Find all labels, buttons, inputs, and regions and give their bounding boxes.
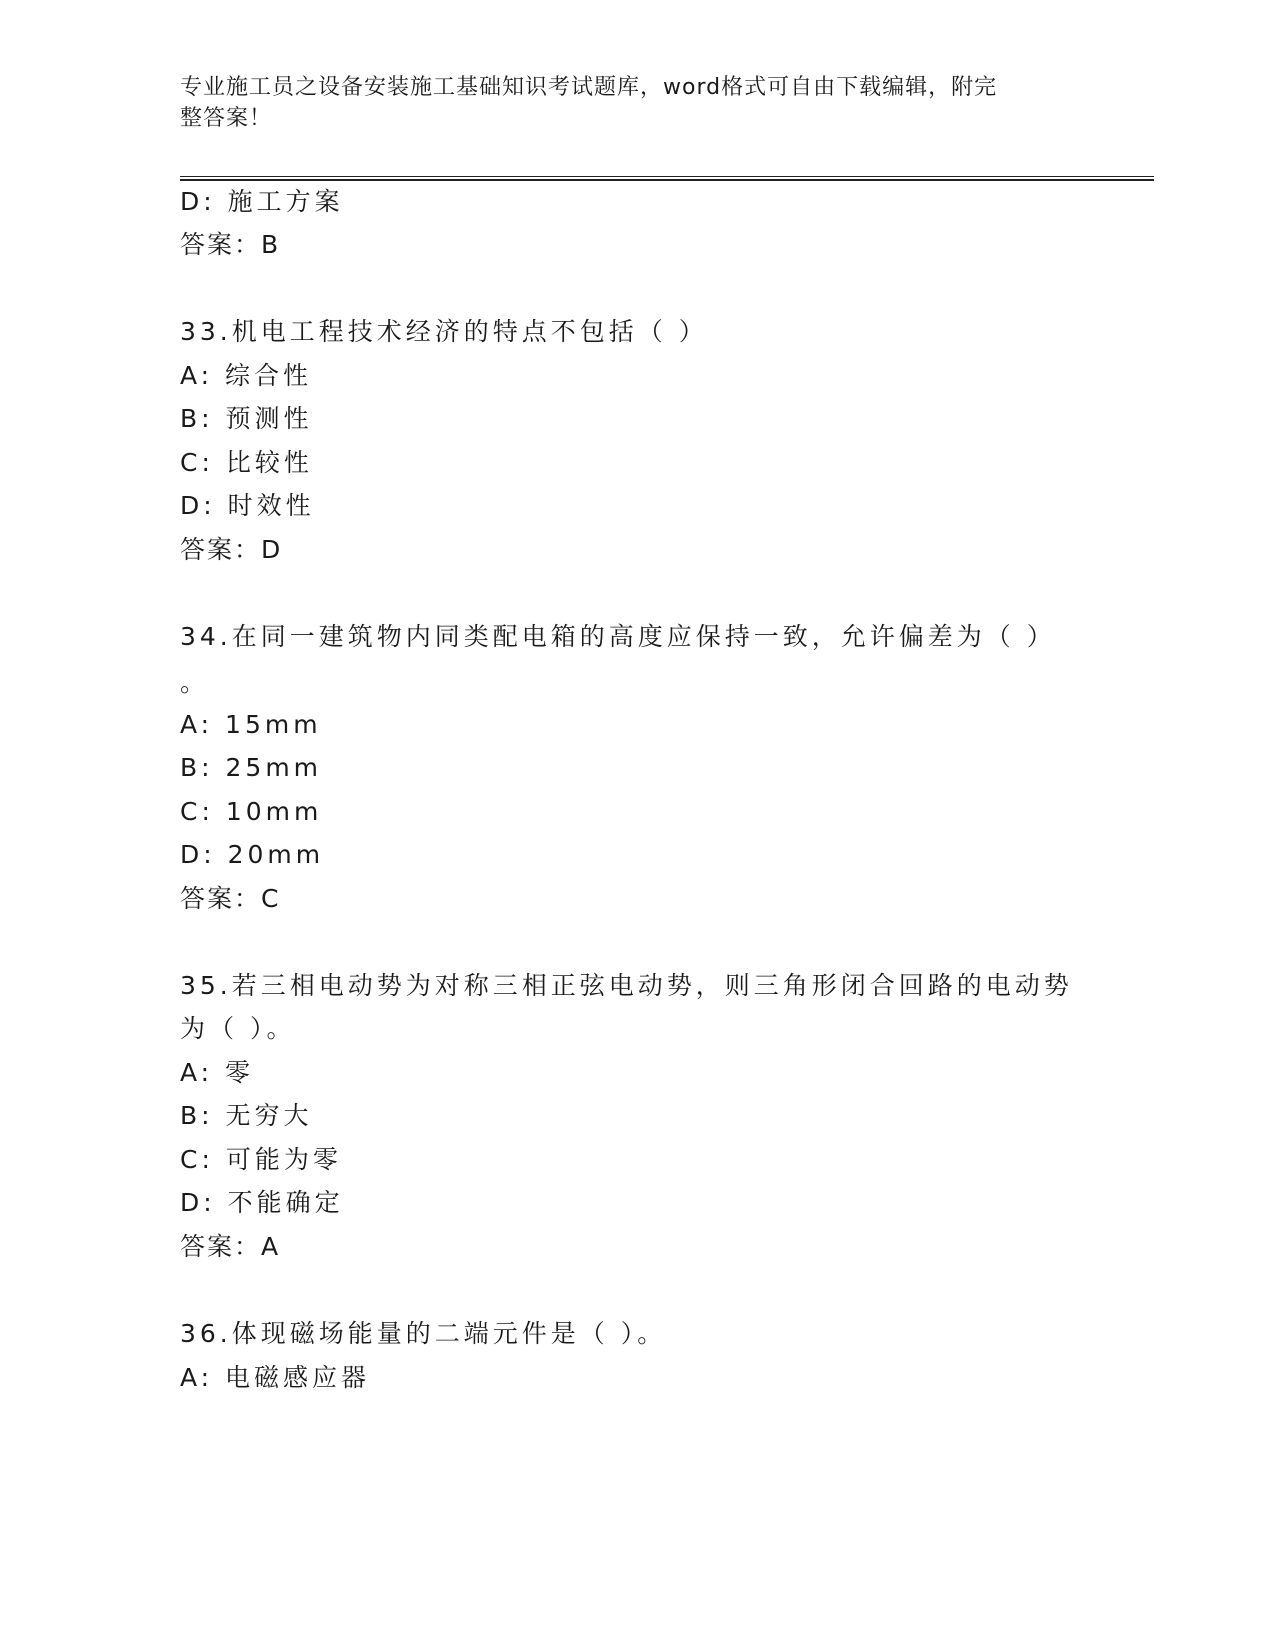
q36-stem: 36.体现磁场能量的二端元件是（ ）。 [180,1319,667,1348]
q34-stem-line-1: 34.在同一建筑物内同类配电箱的高度应保持一致，允许偏差为（ ） [180,622,1056,651]
q33-option-d: D: 时效性 [180,491,315,520]
q34-option-d: D: 20mm [180,840,325,869]
page-header [180,72,1060,134]
q35-option-d: D: 不能确定 [180,1188,344,1217]
q35-option-a: A: 零 [180,1058,255,1087]
q35-stem-line-1: 35.若三相电动势为对称三相正弦电动势，则三角形闭合回路的电动势 [180,971,1073,1000]
q33-option-b: B: 预测性 [180,404,313,433]
q36-option-a: A: 电磁感应器 [180,1363,371,1392]
q35-answer: 答案：A [180,1232,281,1261]
q34-option-c: C: 10mm [180,797,323,826]
q34-answer: 答案：C [180,884,281,913]
q35-stem-line-2: 为（ ）。 [180,1014,296,1043]
header-text-line-2: 整答案！ [180,106,273,131]
q33-stem: 33.机电工程技术经济的特点不包括（ ） [180,317,708,346]
q35-option-b: B: 无穷大 [180,1101,313,1130]
header-divider [180,176,1154,181]
q33-option-c: C: 比较性 [180,448,313,477]
q33-answer: 答案：D [180,535,283,564]
q33-option-a: A: 综合性 [180,361,313,390]
q32-answer: 答案：B [180,230,281,259]
header-text-line-1: 专业施工员之设备安装施工基础知识考试题库，word格式可自由下载编辑，附完 [180,75,998,100]
q34-option-b: B: 25mm [180,753,323,782]
q34-option-a: A: 15mm [180,710,322,739]
q35-option-c: C: 可能为零 [180,1145,342,1174]
q34-stem-line-2: 。 [180,668,210,697]
q32-option-d: D: 施工方案 [180,187,344,216]
